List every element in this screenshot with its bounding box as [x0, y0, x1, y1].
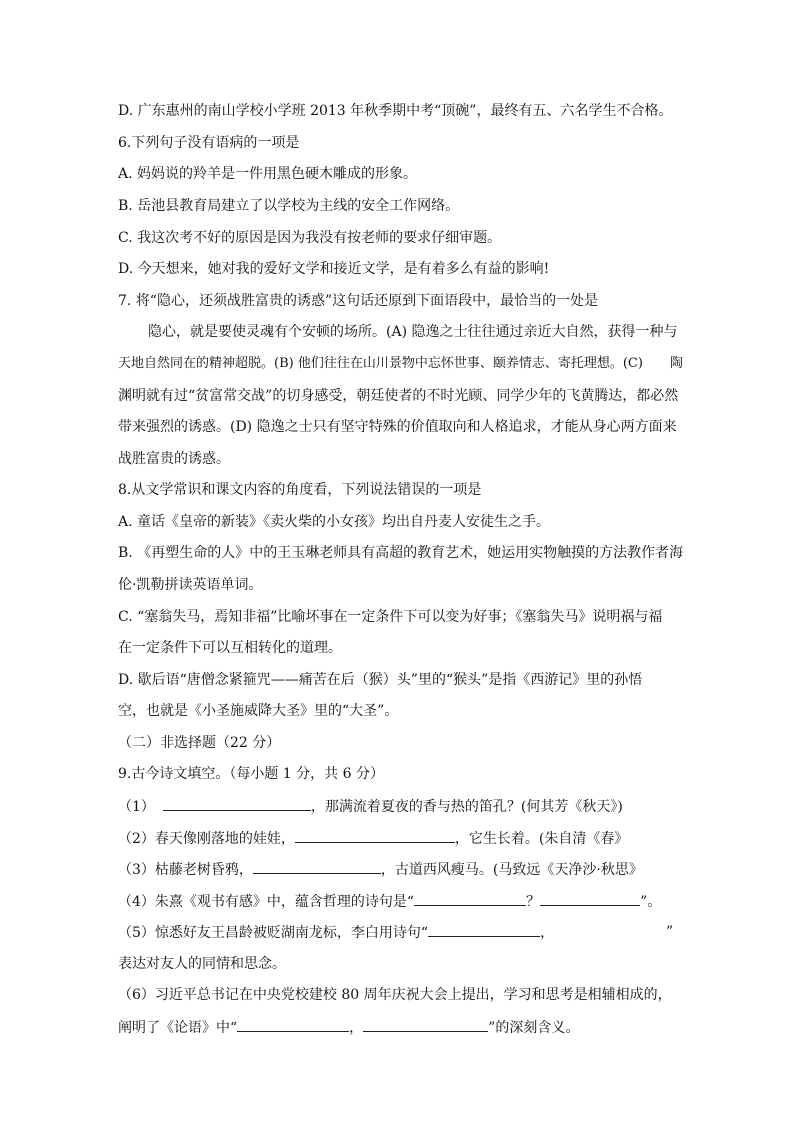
q9-item-4-blank-2[interactable] [540, 891, 640, 906]
q9-item-2-post: ，它生长着。(朱自清《春》 [454, 831, 629, 847]
q9-item-6-line-1: （6）习近平总书记在中央党校建校 80 周年庆祝大会上提出，学习和思考是相辅相成的， [118, 987, 672, 1003]
q9-item-6-pre: 阐明了《论语》中“ [118, 1020, 238, 1036]
q9-item-5-blank-1[interactable] [428, 922, 540, 937]
q8-option-c-line-1: C. “塞翁失马，焉知非福”比喻坏事在一定条件下可以变为好事；《塞翁失马》说明祸与福 [118, 609, 663, 625]
q9-item-1 [118, 796, 688, 816]
q9-item-2-pre: （2）春天像刚落地的娃娃， [118, 831, 295, 847]
q9-item-1-text: ，那满流着夏夜的香与热的笛孔？(何其芳《秋天》) [310, 799, 623, 815]
q9-item-4-pre: （4）朱熹《观书有感》中，蕴含哲理的诗句是“ [118, 894, 415, 910]
q9-item-4 [118, 891, 688, 911]
q8-option-a: A. 童话《皇帝的新装》《卖火柴的小女孩》均出自丹麦人安徒生之手。 [118, 514, 551, 530]
q9-item-5-mid: ， [540, 925, 555, 941]
q9-item-5-post: ” [666, 924, 674, 940]
q9-item-3-pre: （3）枯藤老树昏鸦， [118, 862, 253, 878]
q9-item-2 [118, 828, 688, 848]
q9-item-2-blank[interactable] [295, 828, 455, 843]
q9-item-6-blank-1[interactable] [237, 1017, 349, 1032]
q9-item-4-mid: ？ [526, 894, 541, 910]
q8-option-c-line-2: 在一定条件下可以互相转化的道理。 [118, 640, 342, 656]
q8-option-b-line-2: 伦·凯勒拼读英语单词。 [118, 577, 263, 593]
q9-item-3 [118, 859, 688, 879]
q7-passage-line-2b: 陶 [670, 356, 684, 371]
section-heading-nonchoice: （二）非选择题（22 分） [118, 735, 281, 751]
q7-passage-line-4: 带来强烈的诱惑。(D) 隐逸之士只有坚守特殊的价值取向和人格追求，才能从身心两方面来 [118, 419, 677, 435]
q9-item-6-line-2 [118, 1017, 688, 1037]
q9-item-3-blank[interactable] [253, 859, 381, 874]
q8-option-b-line-1: B. 《再塑生命的人》中的王玉琳老师具有高超的教育艺术，她运用实物触摸的方法教作者海 [118, 545, 684, 561]
q6-option-b: B. 岳池县教育局建立了以学校为主线的安全工作网络。 [118, 198, 460, 214]
q7-passage-line-2a: 天地自然同在的精神超脱。(B) 他们往往在山川景物中忘怀世事、颐养情志、寄托理想。(C) [118, 356, 643, 371]
q9-item-6-blank-2[interactable] [363, 1017, 488, 1032]
q7-passage-line-2 [118, 354, 688, 374]
q5-option-d: D. 广东惠州的南山学校小学班 2013 年秋季期中考“顶碗”，最终有五、六名学生不合格。 [118, 103, 673, 119]
q8-option-d-line-1: D. 歇后语“唐僧念紧箍咒——痛苦在后（猴）头”里的“猴头”是指《西游记》里的孙悟 [118, 672, 643, 688]
q9-item-5-line-2: 表达对友人的同情和思念。 [118, 956, 286, 972]
q9-item-3-post: ，古道西风瘦马。(马致远《天净沙·秋思》 [380, 862, 643, 878]
q7-passage-line-1: 隐心，就是要使灵魂有个安顿的场所。(A) 隐逸之士往往通过亲近大自然，获得一种与 [148, 324, 678, 340]
q9-item-4-blank-1[interactable] [414, 891, 526, 906]
q9-item-4-post: ”。 [640, 894, 662, 910]
q9-item-6-mid: ， [349, 1020, 364, 1036]
q6-option-d: D. 今天想来，她对我的爱好文学和接近文学，是有着多么有益的影响! [118, 261, 550, 277]
q9-item-1-number: （1） [118, 799, 155, 815]
q9-item-6-post: ”的深刻含义。 [488, 1020, 580, 1036]
q9-item-1-blank[interactable] [163, 796, 311, 811]
q7-stem: 7. 将“隐心，还须战胜富贵的诱惑”这句话还原到下面语段中，最恰当的一处是 [118, 293, 599, 309]
q7-passage-line-5: 战胜富贵的诱惑。 [118, 451, 230, 467]
q8-stem: 8.从文学常识和课文内容的角度看，下列说法错误的一项是 [118, 482, 482, 498]
q9-item-5-pre: （5）惊悉好友王昌龄被贬湖南龙标，李白用诗句“ [118, 925, 429, 941]
q6-option-a: A. 妈妈说的羚羊是一件用黑色硬木雕成的形象。 [118, 166, 418, 182]
q9-stem: 9.古今诗文填空。（每小题 1 分，共 6 分） [118, 766, 384, 782]
q8-option-d-line-2: 空，也就是《小圣施威降大圣》里的“大圣”。 [118, 703, 399, 719]
q7-passage-line-3: 渊明就有过“贫富常交战”的切身感受，朝廷使者的不时光顾、同学少年的飞黄腾达，都必然 [118, 388, 679, 404]
q6-option-c: C. 我这次考不好的原因是因为我没有按老师的要求仔细审题。 [118, 230, 502, 246]
q9-item-5-line-1 [118, 922, 688, 942]
q6-stem: 6.下列句子没有语病的一项是 [118, 135, 300, 151]
